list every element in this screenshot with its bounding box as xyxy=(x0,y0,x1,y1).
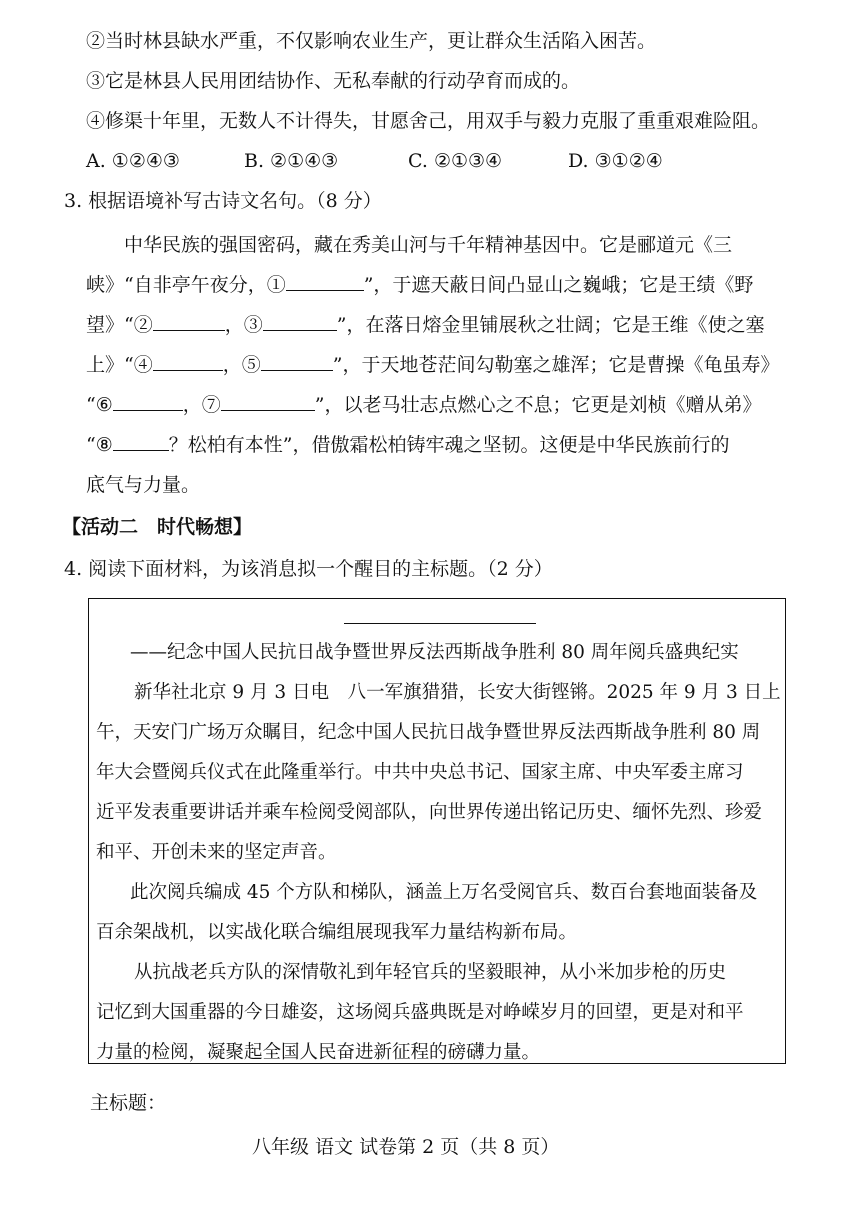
option-c[interactable]: C. ②①③④ xyxy=(408,150,503,172)
q3-line-2 xyxy=(86,272,753,298)
q3-text: “⑧ xyxy=(86,434,113,456)
q3-line-1: 中华民族的强国密码，藏在秀美山河与千年精神基因中。它是郦道元《三 xyxy=(124,234,733,256)
news-paragraph-3-line: 记忆到大国重器的今日雄姿，这场阅兵盛典既是对峥嵘岁月的回望，更是对和平 xyxy=(96,1002,744,1023)
page-footer: 八年级 语文 试卷第 2 页（共 8 页） xyxy=(252,1136,560,1158)
q3-text: ”，于天地苍茫间勾勒塞之雄浑；它是曹操《龟虽寿》 xyxy=(332,354,780,376)
q3-line-3 xyxy=(86,312,764,338)
news-title-blank[interactable] xyxy=(344,623,536,624)
main-title-answer-area[interactable] xyxy=(170,1112,730,1113)
q3-text: “⑥ xyxy=(86,394,113,416)
q3-line-4 xyxy=(86,352,779,378)
q2-item-3: ③它是林县人民用团结协作、无私奉献的行动孕育而成的。 xyxy=(86,70,581,92)
news-subtitle: ——纪念中国人民抗日战争暨世界反法西斯战争胜利 80 周年阅兵盛典纪实 xyxy=(130,642,739,663)
q3-text: ？松柏有本性”，借傲霜松柏铸牢魂之坚韧。这便是中华民族前行的 xyxy=(168,434,730,456)
blank-7[interactable] xyxy=(221,392,315,411)
news-paragraph-3-line: 从抗战老兵方队的深情敬礼到年轻官兵的坚毅眼神，从小米加步枪的历史 xyxy=(134,962,727,983)
news-paragraph-1-line: 午，天安门广场万众瞩目，纪念中国人民抗日战争暨世界反法西斯战争胜利 80 周 xyxy=(96,722,761,743)
q3-line-7: 底气与力量。 xyxy=(86,474,201,496)
news-paragraph-1-line: 和平、开创未来的坚定声音。 xyxy=(96,842,337,863)
news-paragraph-3-line: 力量的检阅，凝聚起全国人民奋进新征程的磅礴力量。 xyxy=(96,1042,541,1063)
news-paragraph-1-line: 年大会暨阅兵仪式在此隆重举行。中共中央总书记、国家主席、中央军委主席习 xyxy=(96,762,744,783)
q3-heading: 3. 根据语境补写古诗文名句。（8 分） xyxy=(64,190,382,212)
q3-text: ”，于遮天蔽日间凸显山之巍峨；它是王绩《野 xyxy=(363,274,754,296)
q3-text: ，⑦ xyxy=(182,394,221,416)
q3-text: 望》“② xyxy=(86,314,153,336)
q3-text: ”，以老马壮志点燃心之不息；它更是刘桢《赠从弟》 xyxy=(314,394,762,416)
q3-text: ，⑤ xyxy=(222,354,261,376)
q2-item-4: ④修渠十年里，无数人不计得失，甘愿舍己，用双手与毅力克服了重重艰难险阻。 xyxy=(86,110,771,132)
blank-6[interactable] xyxy=(113,392,183,411)
option-b[interactable]: B. ②①④③ xyxy=(244,150,339,172)
news-paragraph-2-line: 此次阅兵编成 45 个方队和梯队，涵盖上万名受阅官兵、数百台套地面装备及 xyxy=(130,882,758,903)
option-d[interactable]: D. ③①②④ xyxy=(568,150,663,172)
main-title-label: 主标题： xyxy=(90,1092,167,1114)
q4-heading: 4. 阅读下面材料，为该消息拟一个醒目的主标题。（2 分） xyxy=(64,558,553,580)
blank-4[interactable] xyxy=(153,352,223,371)
q3-text: ，③ xyxy=(224,314,263,336)
q3-line-6 xyxy=(86,432,729,458)
news-paragraph-2-line: 百余架战机，以实战化联合编组展现我军力量结构新布局。 xyxy=(96,922,578,943)
blank-8[interactable] xyxy=(113,432,169,451)
activity-2-heading: 【活动二 时代畅想】 xyxy=(62,516,253,538)
news-paragraph-1-line: 新华社北京 9 月 3 日电 八一军旗猎猎，长安大街铿锵。2025 年 9 月 3 日上 xyxy=(134,682,781,703)
blank-3[interactable] xyxy=(263,312,337,331)
news-material-box xyxy=(88,598,786,1064)
blank-1[interactable] xyxy=(286,272,364,291)
q3-text: ”，在落日熔金里铺展秋之壮阔；它是王维《使之塞 xyxy=(336,314,765,336)
news-paragraph-1-line: 近平发表重要讲话并乘车检阅受阅部队，向世界传递出铭记历史、缅怀先烈、珍爱 xyxy=(96,802,763,823)
q3-text: 上》“④ xyxy=(86,354,153,376)
option-a[interactable]: A. ①②④③ xyxy=(86,150,180,172)
blank-2[interactable] xyxy=(153,312,225,331)
q2-item-2: ②当时林县缺水严重，不仅影响农业生产，更让群众生活陷入困苦。 xyxy=(86,30,657,52)
q3-line-5 xyxy=(86,392,761,418)
blank-5[interactable] xyxy=(261,352,333,371)
q3-text: 峡》“自非亭午夜分，① xyxy=(86,274,286,296)
